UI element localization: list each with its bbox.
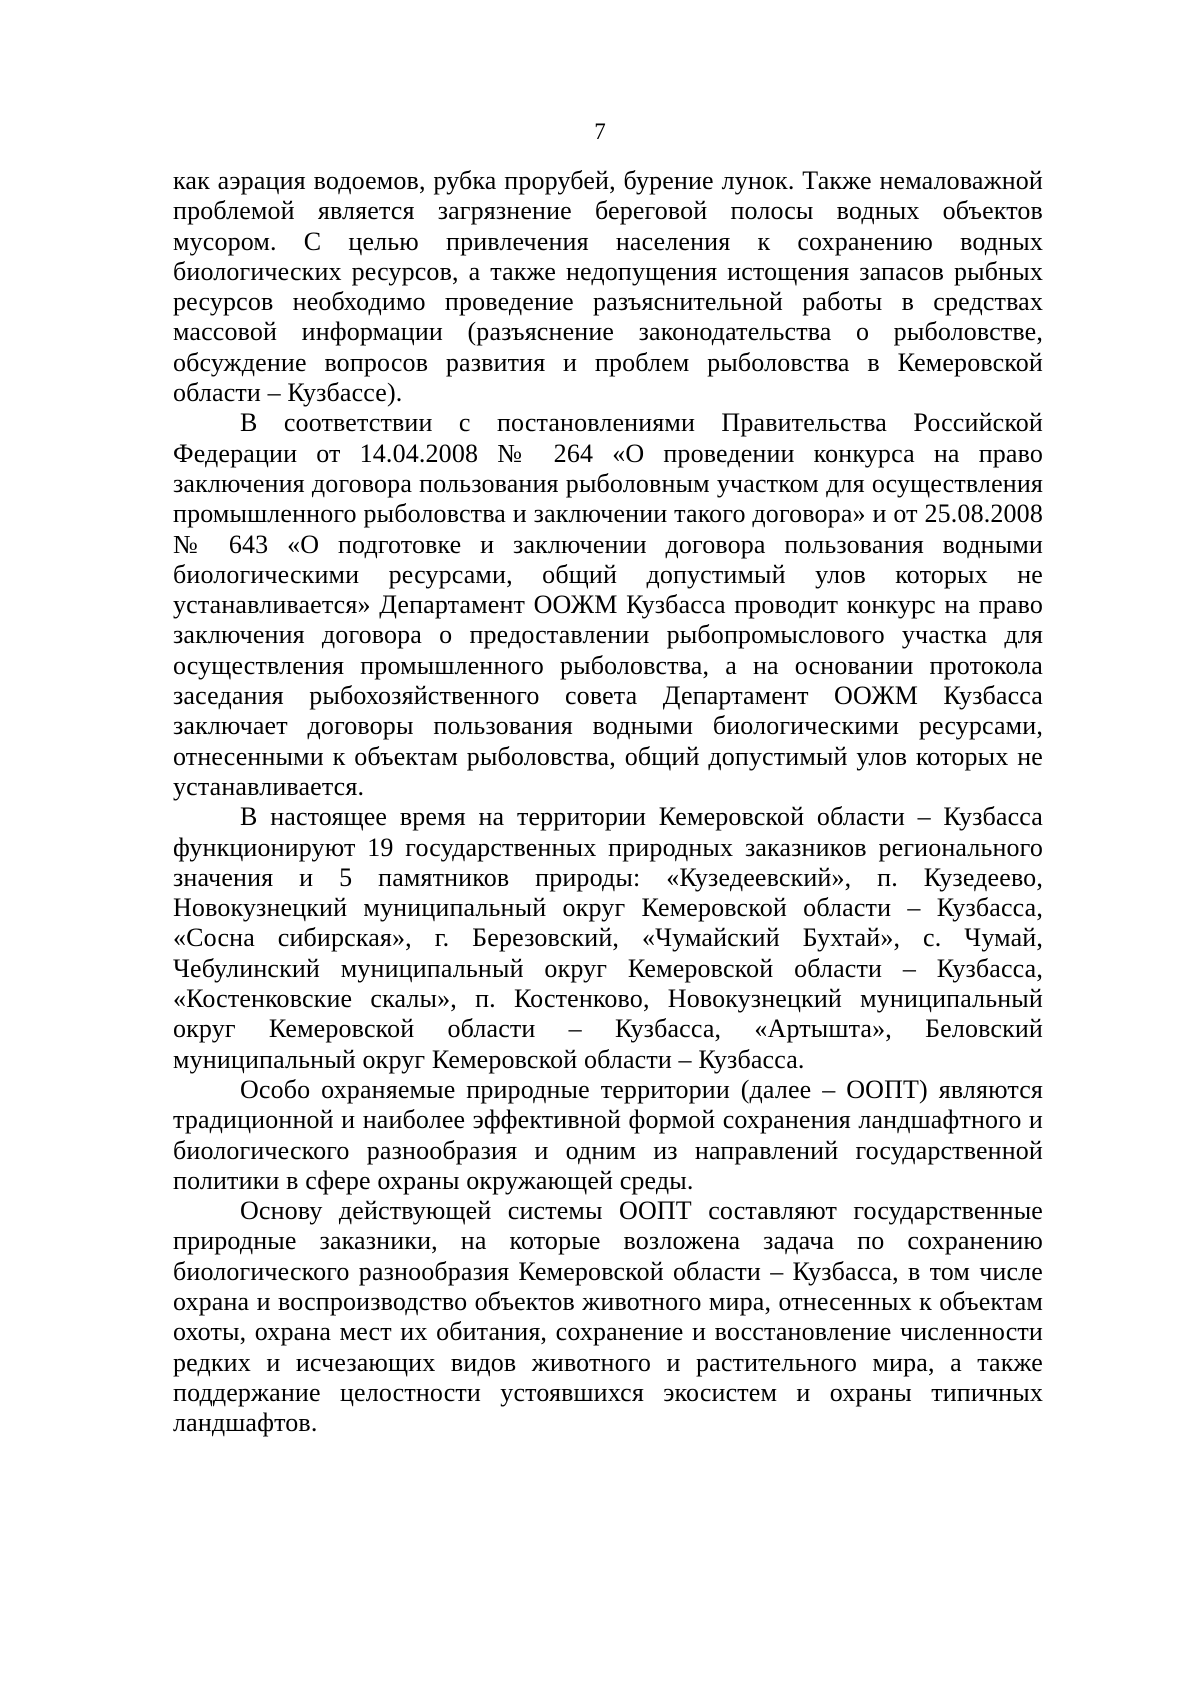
- document-body: [173, 166, 1043, 1438]
- paragraph-continuation: как аэрация водоемов, рубка прорубей, бурение лунок. Также немаловажной проблемой является загрязнение береговой полосы водных объектов мусором. С целью привлечения населения к сохранению водных биологических ресурсов, а также недопущения истощения запасов рыбных ресурсов необходимо проведение разъяснительной работы в средствах массовой информации (разъяснение законодательства о рыболовстве, обсуждение вопросов развития и проблем рыболовства в Кемеровской области – Кузбассе).: [173, 166, 1043, 408]
- paragraph: В соответствии с постановлениями Правительства Российской Федерации от 14.04.2008 № 264 «О проведении конкурса на право заключения договора пользования рыболовным участком для осуществления промышленного рыболовства и заключении такого договора» и от 25.08.2008 № 643 «О подготовке и заключении договора пользования водными биологическими ресурсами, общий допустимый улов которых не устанавливается» Департамент ООЖМ Кузбасса проводит конкурс на право заключения договора о предоставлении рыбопромыслового участка для осуществления промышленного рыболовства, а на основании протокола заседания рыбохозяйственного совета Департамент ООЖМ Кузбасса заключает договоры пользования водными биологическими ресурсами, отнесенными к объектам рыболовства, общий допустимый улов которых не устанавливается.: [173, 408, 1043, 801]
- paragraph: Особо охраняемые природные территории (далее – ООПТ) являются традиционной и наиболее эффективной формой сохранения ландшафтного и биологического разнообразия и одним из направлений государственной политики в сфере охраны окружающей среды.: [173, 1074, 1043, 1195]
- paragraph: Основу действующей системы ООПТ составляют государственные природные заказники, на которые возложена задача по сохранению биологического разнообразия Кемеровской области – Кузбасса, в том числе охрана и воспроизводство объектов животного мира, отнесенных к объектам охоты, охрана мест их обитания, сохранение и восстановление численности редких и исчезающих видов животного и растительного мира, а также поддержание целостности устоявшихся экосистем и охраны типичных ландшафтов.: [173, 1196, 1043, 1438]
- page-number: 7: [594, 119, 606, 144]
- paragraph: В настоящее время на территории Кемеровской области – Кузбасса функционируют 19 государственных природных заказников регионального значения и 5 памятников природы: «Кузедеевский», п. Кузедеево, Новокузнецкий муниципальный округ Кемеровской области – Кузбасса, «Сосна сибирская», г. Березовский, «Чумайский Бухтай», с. Чумай, Чебулинский муниципальный округ Кемеровской области – Кузбасса, «Костенковские скалы», п. Костенково, Новокузнецкий муниципальный округ Кемеровской области – Кузбасса, «Артышта», Беловский муниципальный округ Кемеровской области – Кузбасса.: [173, 802, 1043, 1074]
